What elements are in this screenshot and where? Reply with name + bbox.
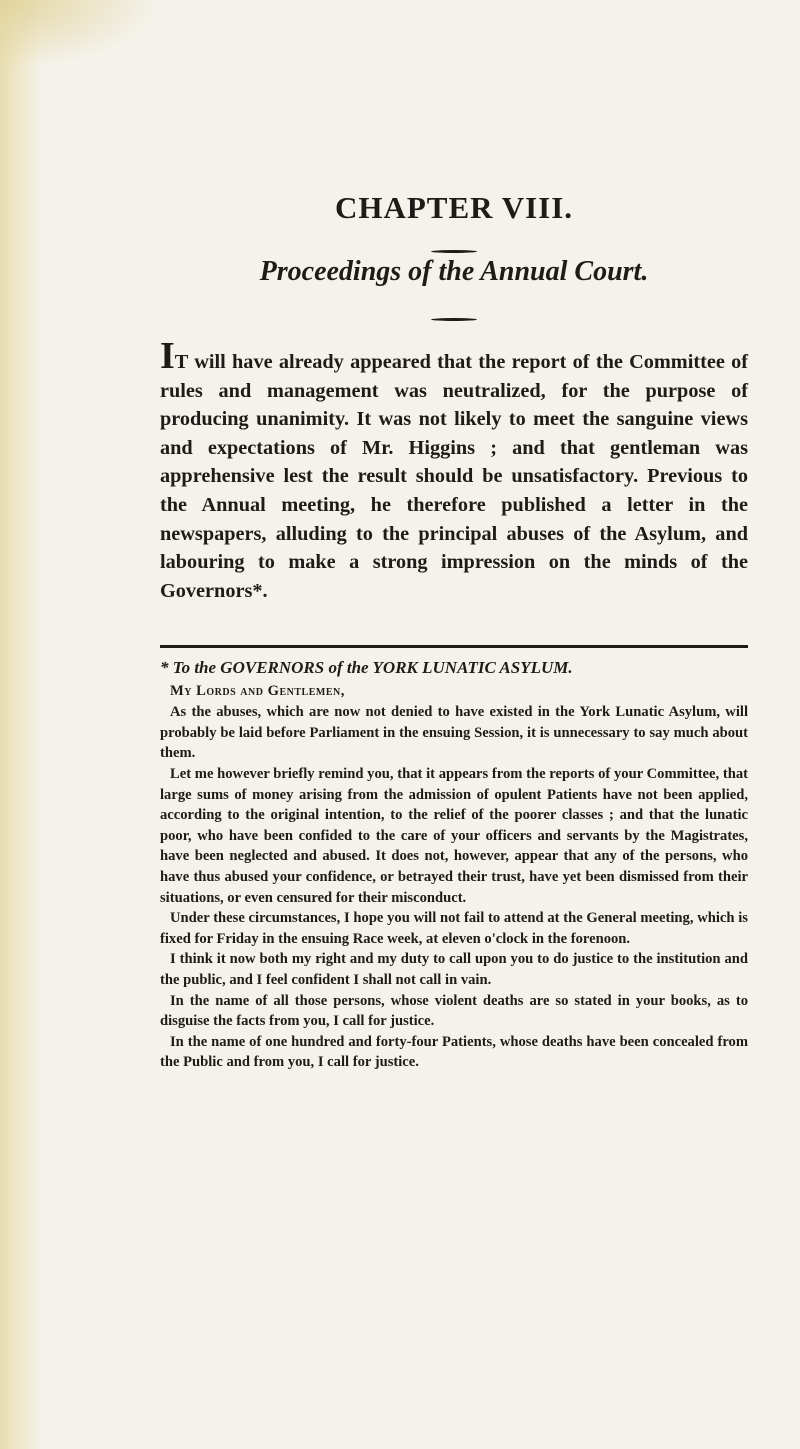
footnote-paragraph: I think it now both my right and my duty to call upon you to do justice to the institution and the public, and I feel confident I shall not call in vain. (160, 951, 748, 988)
drop-cap: I (160, 335, 175, 377)
main-paragraph (160, 335, 748, 605)
page-corner-stain (0, 0, 160, 70)
footnote-divider (160, 645, 748, 648)
footnote-paragraph: In the name of one hundred and forty-four Patients, whose deaths have been concealed from the Public and from you, I call for justice. (160, 1033, 748, 1071)
chapter-heading: CHAPTER VIII. (334, 190, 574, 225)
footnote-paragraph: In the name of all those persons, whose violent deaths are so stated in your books, as to disguise the facts from you, I call for justice. (160, 992, 748, 1030)
footnote-heading: * To the GOVERNORS of the YORK LUNATIC ASYLUM. (160, 658, 573, 677)
footnote-paragraph: Let me however briefly remind you, that it appears from the reports of your Committee, that large sums of money arising from the admission of opulent Patients have not been applied, according to the original intention, to the relief of the poorer classes ; and that the lunatic poor, who have been confided to the care of your officers and servants by the Magistrates, have been neglected and abused. It does not, however, appear that any of the persons, who have thus abused your confidence, or betrayed their trust, have yet been dismissed from their situations, or even censured for their misconduct. (160, 765, 748, 906)
section-title: Proceedings of the Annual Court. (259, 256, 649, 287)
footnote (160, 658, 748, 1073)
footnote-salutation: My Lords and Gentlemen, (170, 682, 345, 699)
page-edge-shadow (0, 0, 42, 1449)
footnote-paragraph: As the abuses, which are now not denied to have existed in the York Lunatic Asylum, will probably be laid before Parliament in the ensuing Session, it is unnecessary to say much about them. (160, 704, 748, 762)
main-paragraph-text: T will have already appeared that the report of the Committee of rules and management was neutralized, for the purpose of producing unanimity. It was not likely to meet the sanguine views and expectations of Mr. Higgins ; and that gentleman was apprehensive lest the result should be unsatisfactory. Previous to the Annual meeting, he therefore published a letter in the newspapers, alluding to the principal abuses of the Asylum, and labouring to make a strong impression on the minds of the Governors*. (160, 351, 748, 602)
ornament-rule-lower (160, 308, 748, 326)
footnote-paragraph: Under these circumstances, I hope you will not fail to attend at the General meeting, which is fixed for Friday in the ensuing Race week, at eleven o'clock in the forenoon. (160, 910, 748, 947)
